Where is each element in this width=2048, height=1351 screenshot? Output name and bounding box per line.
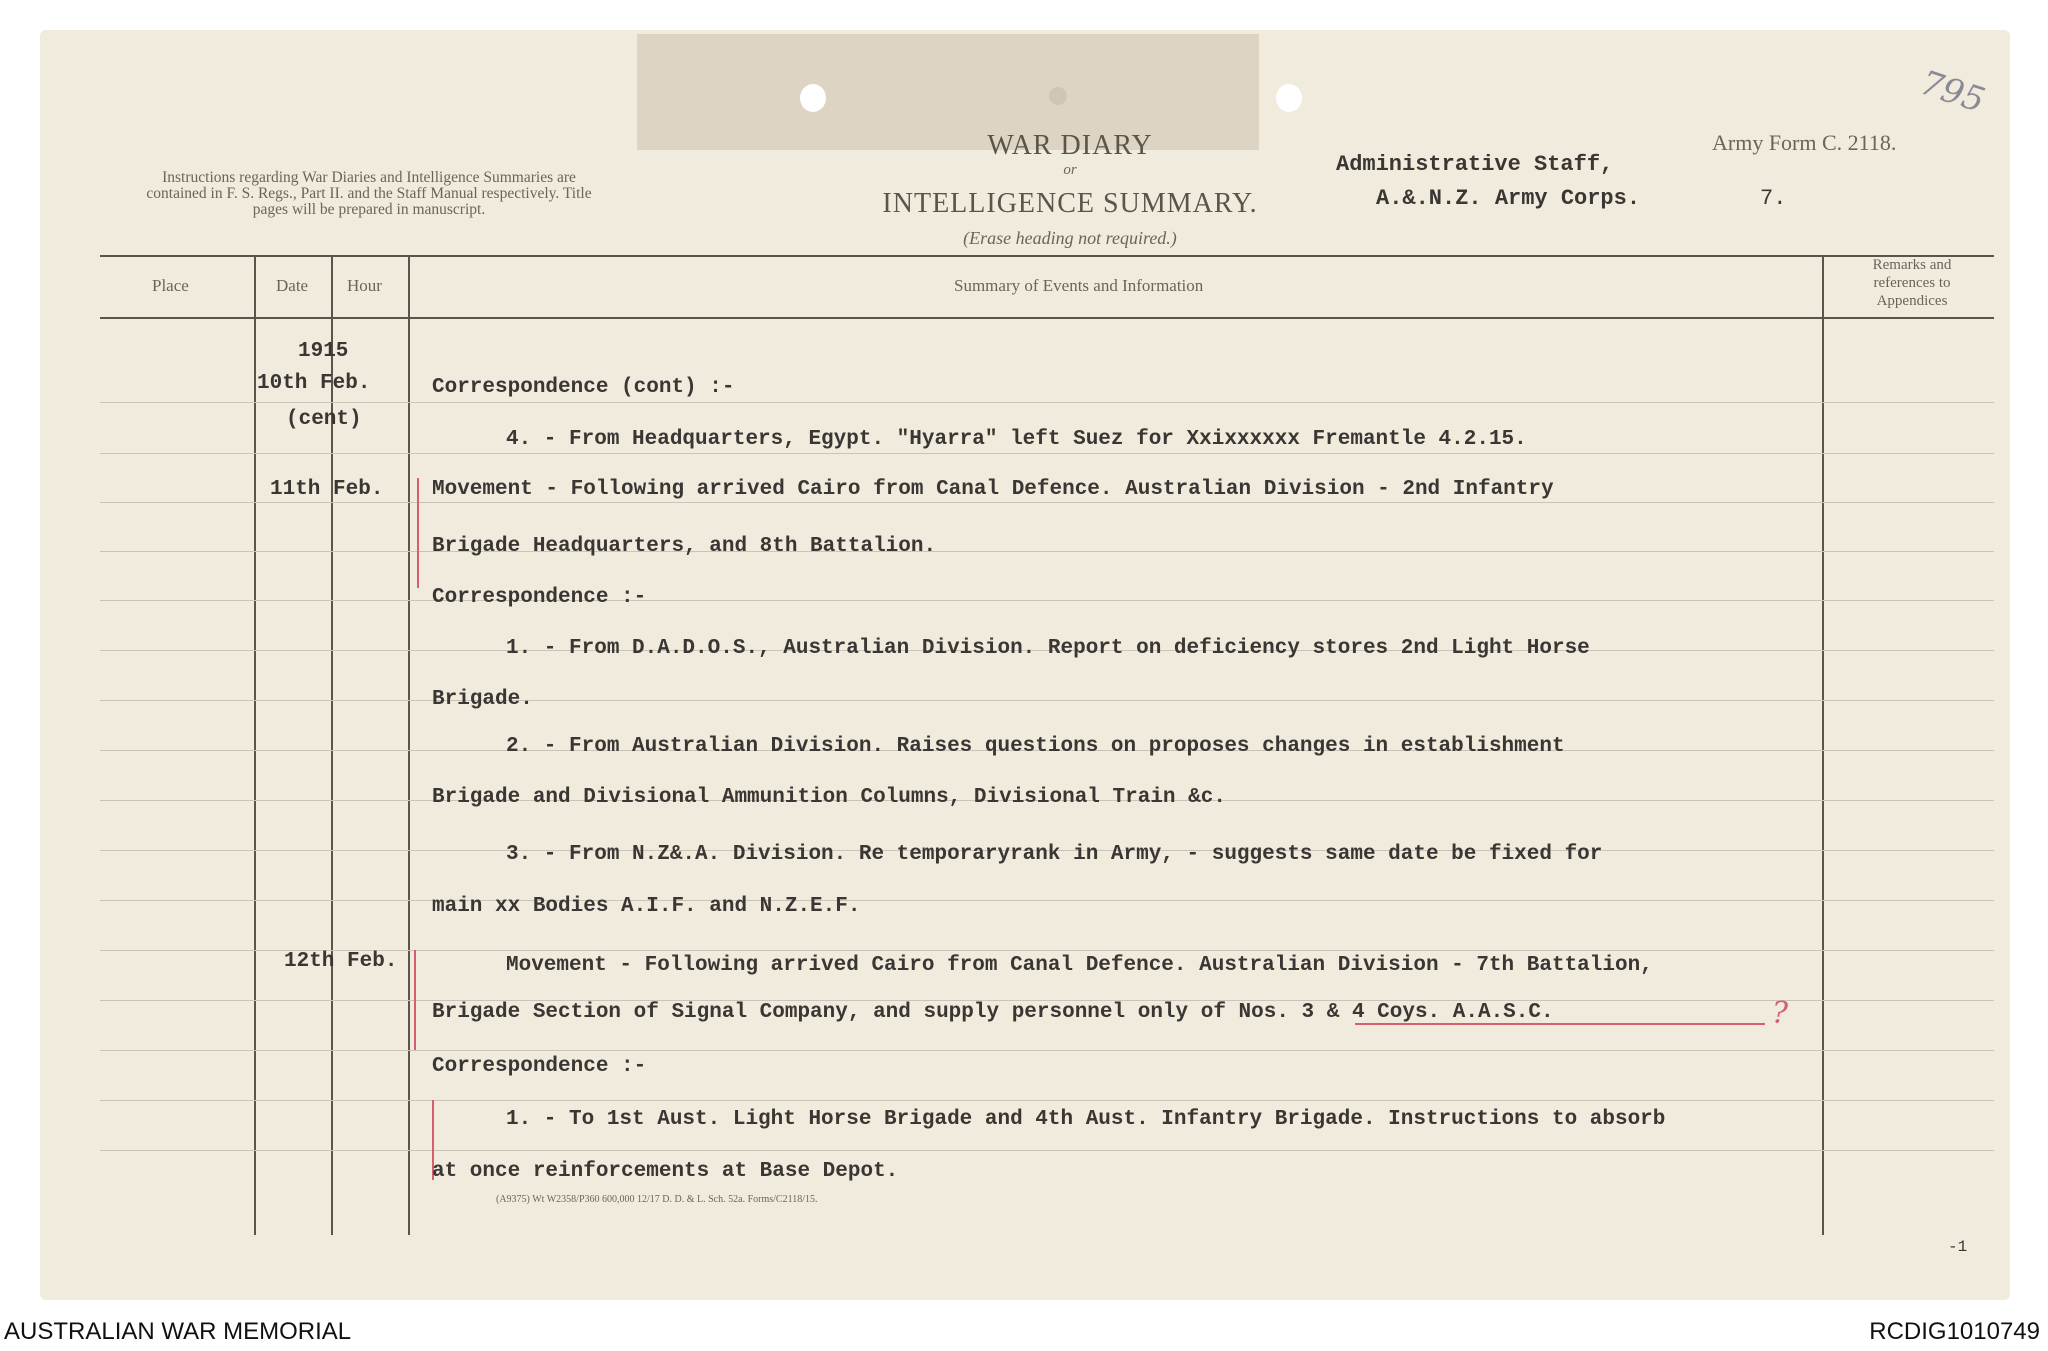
pencil-folio-number: 795 (1915, 62, 1990, 122)
date-10th-feb: 10th Feb. (257, 372, 371, 395)
punch-hole (800, 84, 826, 112)
ruled-line (100, 1100, 1994, 1101)
red-query-mark: ? (1772, 996, 1789, 1031)
entry-line: Brigade Section of Signal Company, and supply personnel only of Nos. 3 & 4 Coys. A.A.S.C. (432, 1001, 1554, 1024)
entry-line: Movement - Following arrived Cairo from Canal Defence. Australian Division - 2nd Infantry (432, 478, 1554, 501)
entry-line: 2. - From Australian Division. Raises questions on proposes changes in establishment (506, 735, 1565, 758)
date-year: 1915 (298, 340, 349, 363)
ruled-line (100, 700, 1994, 701)
col-divider-summary (1822, 257, 1824, 1235)
entry-line: main xx Bodies A.I.F. and N.Z.E.F. (432, 895, 861, 918)
title-war-diary: WAR DIARY (987, 130, 1153, 161)
col-header-summary: Summary of Events and Information (954, 276, 1204, 295)
entry-line: Brigade. (432, 688, 533, 711)
col-header-place: Place (152, 276, 189, 295)
title-intelligence-summary: INTELLIGENCE SUMMARY. (882, 188, 1258, 219)
footer-record-id: RCDIG1010749 (1869, 1318, 2040, 1345)
unit-name-line2: A.&.N.Z. Army Corps. (1376, 186, 1641, 211)
entry-line: 1. - From D.A.D.O.S., Australian Division. Report on deficiency stores 2nd Light Horse (506, 637, 1590, 660)
ruled-line (100, 502, 1994, 503)
red-margin-mark (414, 950, 416, 1050)
ruled-line (100, 551, 1994, 552)
col-header-date: Date (276, 276, 309, 295)
printer-imprint: (A9375) Wt W2358/P360 600,000 12/17 D. D. & L. Sch. 52a. Forms/C2118/15. (496, 1194, 818, 1205)
col-header-remarks: Remarks and references to Appendices (1872, 257, 1952, 309)
title-or: or (1063, 162, 1077, 178)
col-divider-date (331, 257, 333, 1235)
army-form-number: Army Form C. 2118. (1712, 130, 1897, 155)
ruled-line (100, 1050, 1994, 1051)
entry-line: Correspondence :- (432, 1055, 647, 1078)
entry-line: Movement - Following arrived Cairo from Canal Defence. Australian Division - 7th Battalion, (506, 954, 1653, 977)
ruled-line (100, 453, 1994, 454)
punch-mark (1049, 87, 1067, 105)
table-header-rule (100, 317, 1994, 319)
table-top-rule (100, 255, 1994, 257)
ruled-line (100, 900, 1994, 901)
entry-line: 3. - From N.Z&.A. Division. Re temporaryrank in Army, - suggests same date be fixed for (506, 843, 1603, 866)
instructions-text: Instructions regarding War Diaries and Intelligence Summaries are contained in F. S. Regs., Part II. and the Staff Manual respectively. Title pages will be prepared in manuscript. (146, 169, 592, 218)
ruled-line (100, 1150, 1994, 1151)
sheet-number: 7. (1760, 186, 1787, 211)
col-divider-place (254, 257, 256, 1235)
col-divider-hour (408, 257, 410, 1235)
entry-line: Correspondence (cont) :- (432, 376, 735, 399)
title-note: (Erase heading not required.) (963, 228, 1177, 248)
punch-hole (1276, 84, 1302, 112)
date-11th-feb: 11th Feb. (270, 478, 384, 501)
entry-line: at once reinforcements at Base Depot. (432, 1160, 899, 1183)
footer-institution: AUSTRALIAN WAR MEMORIAL (4, 1318, 352, 1345)
margin-mark: -1 (1948, 1238, 1968, 1256)
date-10th-note: (cent) (286, 408, 362, 431)
ruled-line (100, 600, 1994, 601)
ruled-line (100, 402, 1994, 403)
red-margin-mark (417, 478, 419, 588)
entry-line: Brigade and Divisional Ammunition Columns, Divisional Train &c. (432, 786, 1226, 809)
col-header-hour: Hour (347, 276, 382, 295)
date-12th-feb: 12th Feb. (284, 950, 398, 973)
entry-line: Brigade Headquarters, and 8th Battalion. (432, 535, 937, 558)
entry-line: 1. - To 1st Aust. Light Horse Brigade and 4th Aust. Infantry Brigade. Instructions to absorb (506, 1108, 1666, 1131)
unit-name-line1: Administrative Staff, (1336, 152, 1614, 177)
entry-line: Correspondence :- (432, 586, 647, 609)
entry-line: 4. - From Headquarters, Egypt. "Hyarra" left Suez for Xxixxxxxx Fremantle 4.2.15. (506, 428, 1527, 451)
